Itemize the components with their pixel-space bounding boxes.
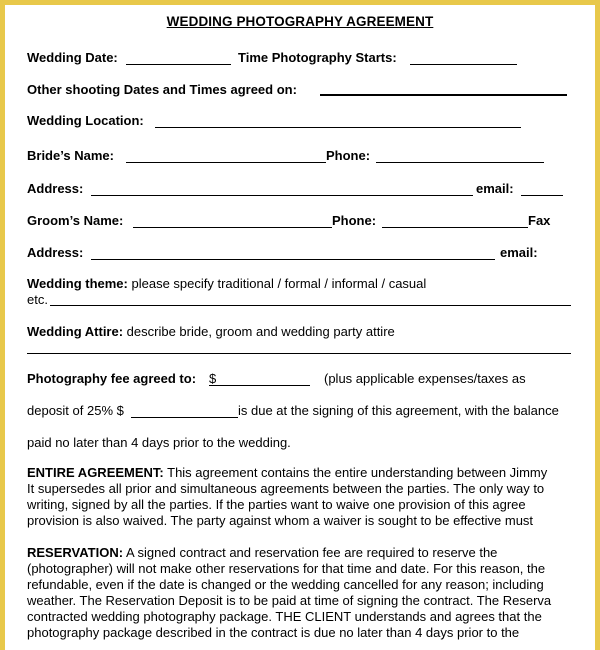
groom-email-label: email: xyxy=(500,245,538,260)
other-dates-field[interactable] xyxy=(320,94,567,96)
bride-email-label: email: xyxy=(476,181,514,196)
attire-label: Wedding Attire: xyxy=(27,324,124,339)
attire-field[interactable] xyxy=(27,353,571,354)
bride-address-label: Address: xyxy=(27,181,84,196)
fee-field[interactable] xyxy=(209,385,310,386)
bride-phone-label: Phone: xyxy=(326,148,371,163)
attire-text: describe bride, groom and wedding party attire xyxy=(123,324,395,339)
other-dates-label: Other shooting Dates and Times agreed on: xyxy=(27,82,297,97)
time-starts-label: Time Photography Starts: xyxy=(238,50,397,65)
entire-agreement-line: provision is also waived. The party against whom a waiver is sought to be effective must xyxy=(27,513,534,528)
reservation-heading: RESERVATION: xyxy=(27,545,124,560)
reservation-line: photography package described in the contract is due no later than 4 days prior to the xyxy=(27,625,520,640)
reservation-line: refundable, even if the date is changed or the wedding cancelled for any reason; including xyxy=(27,577,544,592)
groom-name-field[interactable] xyxy=(133,227,332,228)
paid-line: paid no later than 4 days prior to the wedding. xyxy=(27,435,291,450)
theme-etc: etc. xyxy=(27,292,48,307)
entire-agreement-paragraph xyxy=(27,465,547,529)
bride-name-label: Bride’s Name: xyxy=(27,148,114,163)
reservation-line: contracted wedding photography package. THE CLIENT understands and agrees that the xyxy=(27,609,542,624)
attire-line xyxy=(27,324,395,339)
bride-name-field[interactable] xyxy=(126,162,326,163)
theme-field[interactable] xyxy=(50,305,571,306)
entire-agreement-heading: ENTIRE AGREEMENT: xyxy=(27,465,164,480)
bride-address-field[interactable] xyxy=(91,195,473,196)
groom-name-label: Groom’s Name: xyxy=(27,213,124,228)
theme-label: Wedding theme: xyxy=(27,276,128,291)
reservation-line: (photographer) will not make other reservations for that time and date. For this reason, the xyxy=(27,561,546,576)
bride-email-field[interactable] xyxy=(521,195,563,196)
deposit-prefix: deposit of 25% $ xyxy=(27,403,124,418)
groom-address-field[interactable] xyxy=(91,259,495,260)
entire-agreement-line: ENTIRE AGREEMENT: This agreement contains the entire understanding between Jimmy xyxy=(27,465,548,480)
groom-phone-label: Phone: xyxy=(332,213,377,228)
groom-address-label: Address: xyxy=(27,245,84,260)
fee-label: Photography fee agreed to: xyxy=(27,371,197,386)
fee-plus-text: (plus applicable expenses/taxes as xyxy=(324,371,526,386)
entire-agreement-line: writing, signed by all the parties. If the parties want to waive one provision of this agree xyxy=(27,497,526,512)
deposit-suffix: is due at the signing of this agreement, with the balance xyxy=(238,403,559,418)
time-starts-field[interactable] xyxy=(410,64,517,65)
reservation-line: RESERVATION: A signed contract and reservation fee are required to reserve the xyxy=(27,545,498,560)
location-field[interactable] xyxy=(155,127,521,128)
reservation-paragraph xyxy=(27,545,551,641)
deposit-field[interactable] xyxy=(131,417,238,418)
fee-dollar: $ xyxy=(209,371,217,386)
theme-text: please specify traditional / formal / informal / casual xyxy=(127,276,427,291)
wedding-date-field[interactable] xyxy=(126,64,231,65)
groom-phone-field[interactable] xyxy=(382,227,528,228)
document-title: WEDDING PHOTOGRAPHY AGREEMENT xyxy=(166,14,434,29)
agreement-page xyxy=(5,5,595,650)
bride-phone-field[interactable] xyxy=(376,162,544,163)
entire-agreement-line: It supersedes all prior and simultaneous agreements between the parties. The only way to xyxy=(27,481,545,496)
groom-fax-label: Fax xyxy=(528,213,551,228)
theme-line xyxy=(27,276,426,291)
wedding-date-label: Wedding Date: xyxy=(27,50,118,65)
location-label: Wedding Location: xyxy=(27,113,144,128)
reservation-line: weather. The Reservation Deposit is to be paid at time of signing the contract. The Reserva xyxy=(27,593,552,608)
